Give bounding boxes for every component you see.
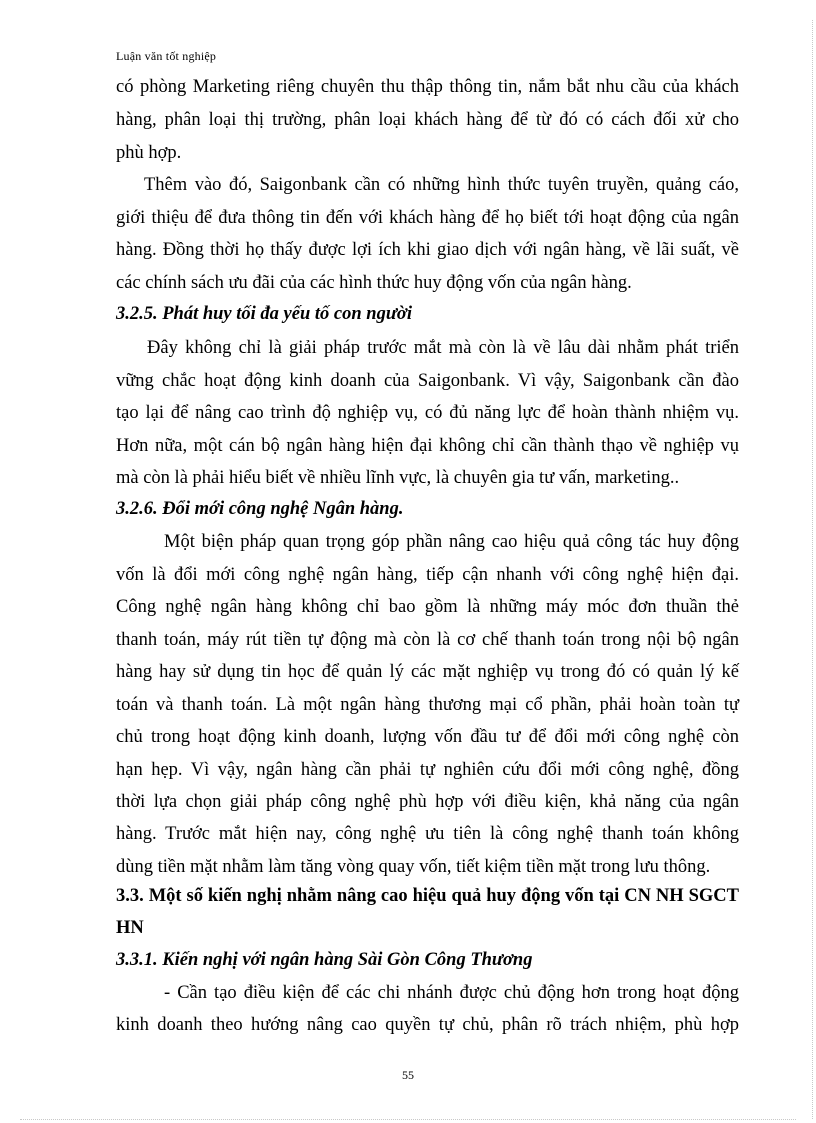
body-line: kinh doanh theo hướng nâng cao quyền tự chủ, phân rõ trách nhiệm, phù hợp (116, 1015, 739, 1035)
page-number: 55 (402, 1068, 414, 1082)
body-line: hàng hay sử dụng tin học để quản lý các mặt nghiệp vụ trong đó có quản lý kế (116, 662, 739, 682)
section-heading-3-3-continued: HN (116, 918, 144, 938)
body-line: giới thiệu để đưa thông tin đến với khách hàng để họ biết tới hoạt động của ngân (116, 208, 739, 228)
paragraph-first-line: - Cần tạo điều kiện để các chi nhánh được chủ động hơn trong hoạt động (164, 983, 739, 1003)
running-header: Luận văn tốt nghiệp (116, 49, 217, 63)
body-line: phù hợp. (116, 143, 182, 163)
paragraph-first-line: Đây không chỉ là giải pháp trước mắt mà còn là về lâu dài nhằm phát triển (147, 338, 739, 358)
body-line: hàng, phân loại thị trường, phân loại khách hàng để từ đó có cách đối xử cho (116, 110, 739, 130)
page-edge-right (812, 20, 813, 1119)
body-line: tạo lại để nâng cao trình độ nghiệp vụ, có đủ năng lực để hoàn thành nhiệm vụ. (116, 403, 739, 423)
paragraph-first-line: Một biện pháp quan trọng góp phần nâng cao hiệu quả công tác huy động (164, 532, 739, 552)
body-line: dùng tiền mặt nhằm làm tăng vòng quay vốn, tiết kiệm tiền mặt trong lưu thông. (116, 857, 711, 877)
body-line: Hơn nữa, một cán bộ ngân hàng hiện đại không chỉ cần thành thạo về nghiệp vụ (116, 436, 739, 456)
body-line: Công nghệ ngân hàng không chỉ bao gồm là những máy móc đơn thuần thẻ (116, 597, 739, 617)
body-line: mà còn là phải hiểu biết về nhiều lĩnh vực, là chuyên gia tư vấn, marketing.. (116, 468, 680, 488)
body-line: thời lựa chọn giải pháp công nghệ phù hợp với điều kiện, khả năng của ngân (116, 792, 739, 812)
body-line: thanh toán, máy rút tiền tự động mà còn là cơ chế thanh toán trong nội bộ ngân (116, 630, 739, 650)
body-line: có phòng Marketing riêng chuyên thu thập thông tin, nắm bắt nhu cầu của khách (116, 77, 739, 97)
body-line: hạn hẹp. Vì vậy, ngân hàng cần phải tự nghiên cứu đổi mới công nghệ, đồng (116, 760, 739, 780)
body-line: vốn là đổi mới công nghệ ngân hàng, tiếp cận nhanh với công nghệ hiện đại. (116, 565, 739, 585)
section-heading-3-3-1: 3.3.1. Kiến nghị với ngân hàng Sài Gòn Công Thương (116, 950, 533, 970)
section-heading-3-2-5: 3.2.5. Phát huy tối đa yếu tố con người (116, 304, 412, 324)
body-line: các chính sách ưu đãi của các hình thức huy động vốn của ngân hàng. (116, 273, 632, 293)
section-heading-3-2-6: 3.2.6. Đổi mới công nghệ Ngân hàng. (116, 499, 404, 519)
section-heading-3-3: 3.3. Một số kiến nghị nhằm nâng cao hiệu quả huy động vốn tại CN NH SGCT (116, 886, 739, 906)
body-line: chủ trong hoạt động kinh doanh, lượng vốn đầu tư để đổi mới công nghệ còn (116, 727, 739, 747)
page-edge-bottom (20, 1119, 796, 1120)
body-line: vững chắc hoạt động kinh doanh của Saigonbank. Vì vậy, Saigonbank cần đào (116, 371, 739, 391)
paragraph-first-line: Thêm vào đó, Saigonbank cần có những hình thức tuyên truyền, quảng cáo, (144, 175, 739, 195)
body-line: hàng. Trước mắt hiện nay, công nghệ ưu tiên là công nghệ thanh toán không (116, 824, 739, 844)
body-line: hàng. Đồng thời họ thấy được lợi ích khi giao dịch với ngân hàng, về lãi suất, về (116, 240, 739, 260)
body-line: toán và thanh toán. Là một ngân hàng thương mại cổ phần, phải hoàn toàn tự (116, 695, 739, 715)
